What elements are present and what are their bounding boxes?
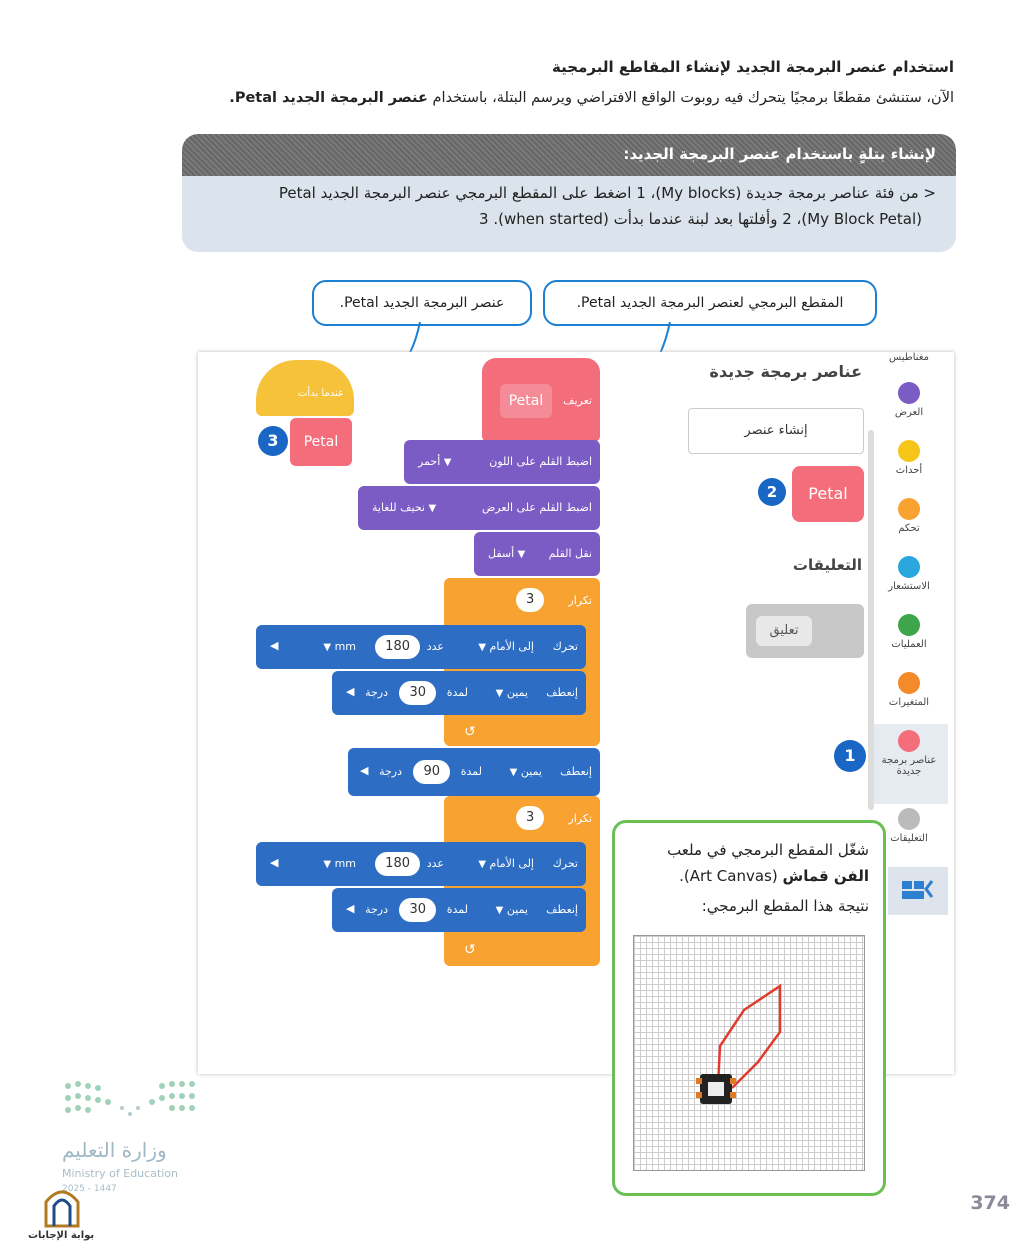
category-label: المتغيرات	[888, 697, 930, 708]
palette-scrollbar[interactable]	[868, 430, 874, 810]
unit-value: mm	[334, 640, 356, 653]
drive-label: تحرك	[552, 857, 578, 870]
petal-call-block[interactable]: Petal	[290, 418, 352, 466]
dropdown-arrow-icon: ▼	[428, 503, 437, 514]
dropdown-arrow-icon: ▼	[495, 905, 504, 916]
page-number: 374	[970, 1192, 1010, 1214]
ministry-name-en: Ministry of Education	[62, 1167, 179, 1180]
category-label: العرض	[894, 407, 924, 418]
turn-label: إنعطف	[546, 686, 578, 699]
result-box	[612, 820, 886, 1196]
degrees-label: درجة	[379, 765, 402, 778]
category-label: تحكم	[898, 523, 920, 534]
turn-block-1[interactable]	[332, 671, 586, 715]
sensing-dot-icon	[898, 556, 920, 578]
palette-comment-block[interactable]	[746, 604, 864, 658]
control-dot-icon	[898, 498, 920, 520]
step-badge-3: 3	[258, 426, 288, 456]
dropdown-arrow-icon: ▼	[478, 859, 487, 870]
category-looks[interactable]	[870, 382, 948, 418]
petal-drawing	[634, 936, 864, 1170]
drive-block-1[interactable]	[256, 625, 586, 669]
dropdown-arrow-icon: ▼	[323, 642, 332, 653]
amount-label: عدد	[426, 857, 444, 870]
turn-block-2[interactable]	[332, 888, 586, 932]
set-pen-width-block[interactable]	[358, 486, 600, 530]
define-name-field: Petal	[500, 384, 552, 418]
set-pen-color-block[interactable]	[404, 440, 600, 484]
turn-direction-value: يمين	[506, 686, 528, 699]
for-label: لمدة	[446, 686, 468, 699]
amount-label: عدد	[426, 640, 444, 653]
pen-width-dropdown[interactable]	[372, 501, 436, 514]
pen-position-value: أسفل	[488, 547, 515, 560]
result-line-1: شغّل المقطع البرمجي في ملعب	[667, 841, 869, 859]
direction-dropdown[interactable]	[478, 640, 534, 653]
category-label: العمليات	[891, 639, 927, 650]
define-label: تعريف	[563, 394, 592, 407]
for-label: لمدة	[460, 765, 482, 778]
variables-dot-icon	[898, 672, 920, 694]
extensions-icon	[888, 867, 948, 915]
category-operators[interactable]	[870, 614, 948, 650]
turn-direction-value: يمين	[506, 903, 528, 916]
direction-value: إلى الأمام	[489, 857, 534, 870]
move-pen-block[interactable]	[474, 532, 600, 576]
degrees-label: درجة	[365, 903, 388, 916]
step-badge-2: 2	[758, 478, 786, 506]
set-pen-width-label: اضبط القلم على العرض	[481, 501, 592, 514]
callout-petal-block: عنصر البرمجة الجديد Petal.	[312, 280, 532, 326]
result-instruction	[629, 837, 869, 889]
direction-dropdown[interactable]	[478, 857, 534, 870]
loop-arrow-icon: ↺	[464, 942, 476, 958]
result-caption: نتيجة هذا المقطع البرمجي:	[701, 897, 869, 915]
category-label: الاستشعار	[888, 581, 930, 592]
degrees-input[interactable]: 90	[413, 760, 450, 784]
intro-text: الآن، ستنشئ مقطعًا برمجيًا يتحرك فيه روبوت الواقع الافتراضي ويرسم البتلة، باستخدام	[432, 90, 954, 106]
instruction-line-1: < من فئة عناصر برمجة جديدة (My blocks)، 1 اضغط على المقطع البرمجي عنصر البرمجة الجديد Petal	[278, 184, 936, 202]
turn-direction-dropdown[interactable]	[510, 765, 542, 778]
pen-color-value: أحمر	[418, 455, 441, 468]
looks-dot-icon	[898, 382, 920, 404]
repeat-label: تكرار	[568, 594, 592, 607]
degrees-input[interactable]: 30	[399, 898, 436, 922]
category-label: التعليقات	[890, 833, 928, 844]
intro-bold: عنصر البرمجة الجديد Petal.	[229, 90, 428, 106]
events-dot-icon	[898, 440, 920, 462]
intro-paragraph	[229, 90, 954, 106]
drive-block-2[interactable]	[256, 842, 586, 886]
unit-dropdown[interactable]	[323, 640, 356, 653]
category-events[interactable]	[870, 440, 948, 476]
dropdown-arrow-icon: ▼	[509, 767, 518, 778]
left-arrow-icon: ◀	[270, 856, 279, 869]
step-badge-1: 1	[834, 740, 866, 772]
turn-direction-value: يمين	[520, 765, 542, 778]
turn-block-90[interactable]	[348, 748, 600, 796]
for-label: لمدة	[446, 903, 468, 916]
turn-direction-dropdown[interactable]	[496, 686, 528, 699]
set-pen-color-label: اضبط القلم على اللون	[489, 455, 592, 468]
dropdown-arrow-icon: ▼	[495, 688, 504, 699]
unit-value: mm	[334, 857, 356, 870]
when-started-label: عندما بدأت	[297, 388, 344, 399]
left-arrow-icon: ◀	[346, 685, 355, 698]
repeat-count-input[interactable]: 3	[516, 806, 544, 830]
repeat-count-input[interactable]: 3	[516, 588, 544, 612]
distance-input[interactable]: 180	[375, 635, 420, 659]
turn-label: إنعطف	[546, 903, 578, 916]
instruction-title: لإنشاء بتلةٍ باستخدام عنصر البرمجة الجديد:	[623, 145, 936, 163]
category-label: عناصر برمجة جديدة	[881, 755, 937, 777]
result-line-2: (Art Canvas).	[679, 867, 778, 885]
when-started-block[interactable]	[256, 360, 354, 416]
extensions-button[interactable]	[888, 867, 948, 915]
turn-direction-dropdown[interactable]	[496, 903, 528, 916]
category-control[interactable]	[870, 498, 948, 534]
define-petal-block[interactable]	[482, 358, 600, 442]
section-title: استخدام عنصر البرمجة الجديد لإنشاء المقاطع البرمجية	[552, 58, 954, 76]
comment-text-field: تعليق	[756, 616, 812, 646]
category-sensing[interactable]	[870, 556, 948, 592]
pen-position-dropdown[interactable]	[488, 547, 525, 560]
loop-arrow-icon: ↺	[464, 724, 476, 740]
dropdown-arrow-icon: ▼	[323, 859, 332, 870]
left-arrow-icon: ◀	[346, 902, 355, 915]
dropdown-arrow-icon: ▼	[478, 642, 487, 653]
comments-dot-icon	[898, 808, 920, 830]
move-pen-label: نقل القلم	[548, 547, 592, 560]
turn-label: إنعطف	[560, 765, 592, 778]
make-block-button[interactable]: إنشاء عنصر	[688, 408, 864, 454]
instruction-box	[182, 134, 956, 252]
pen-color-dropdown[interactable]	[418, 455, 452, 468]
instruction-line-2: (My Block Petal)، 2 وأفلتها بعد لبنة عندما بدأت (when started). 3	[479, 210, 922, 228]
dropdown-arrow-icon: ▼	[443, 457, 452, 468]
palette-title: عناصر برمجة جديدة	[709, 362, 862, 381]
category-magnet[interactable]: مغناطيس	[889, 352, 929, 363]
repeat-label: تكرار	[568, 812, 592, 825]
category-label: أحداث	[895, 465, 923, 476]
distance-input[interactable]: 180	[375, 852, 420, 876]
ministry-year: 2025 - 1447	[62, 1184, 117, 1194]
degrees-label: درجة	[365, 686, 388, 699]
my-blocks-dot-icon	[898, 730, 920, 752]
unit-dropdown[interactable]	[323, 857, 356, 870]
ministry-name-ar: وزارة التعليم	[62, 1138, 167, 1162]
category-variables[interactable]	[870, 672, 948, 708]
direction-value: إلى الأمام	[489, 640, 534, 653]
gateway-logo-icon	[42, 1186, 82, 1228]
result-line-2-bold: الفن قماش	[782, 867, 869, 885]
gateway-label: بوابة الإجابات	[28, 1230, 95, 1241]
art-canvas-grid	[633, 935, 865, 1171]
category-my-blocks[interactable]	[870, 724, 948, 804]
left-arrow-icon: ◀	[270, 639, 279, 652]
palette-petal-block[interactable]: Petal	[792, 466, 864, 522]
callout-petal-definition: المقطع البرمجي لعنصر البرمجة الجديد Petal.	[543, 280, 877, 326]
degrees-input[interactable]: 30	[399, 681, 436, 705]
left-arrow-icon: ◀	[360, 764, 369, 777]
dropdown-arrow-icon: ▼	[517, 549, 526, 560]
comments-section-title: التعليقات	[792, 556, 862, 574]
drive-label: تحرك	[552, 640, 578, 653]
operators-dot-icon	[898, 614, 920, 636]
ministry-logo-dots	[62, 1078, 198, 1126]
pen-width-value: نحيف للغاية	[372, 501, 425, 514]
